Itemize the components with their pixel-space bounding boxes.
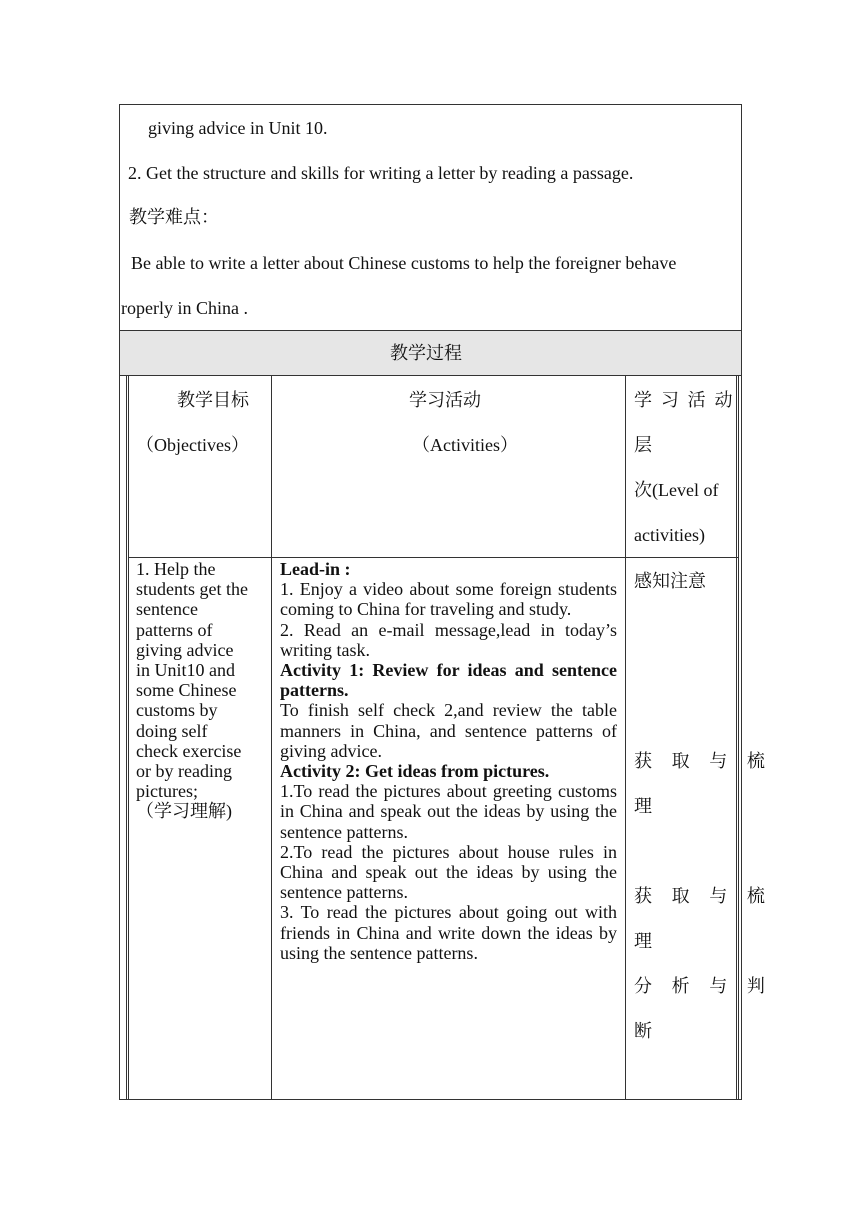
section-bottom-border (119, 375, 742, 376)
difficulty-line-1: Be able to write a letter about Chinese customs to help the foreigner behave (131, 253, 677, 273)
objective-text-line: in Unit10 and (136, 660, 235, 681)
objective-text-line: （学习理解) (136, 801, 232, 822)
objective-line-2: 2. Get the structure and skills for writing a letter by reading a passage. (128, 163, 634, 183)
header-level-line-3: 次(Level of (634, 480, 719, 500)
header-activities-cn: 学习活动 (409, 390, 481, 410)
leadin-item-2: 2. Read an e-mail message,lead in today’s writing task. (280, 619, 617, 660)
objective-text-line: students get the (136, 579, 248, 600)
objective-line-1: giving advice in Unit 10. (148, 118, 328, 138)
inner-left-border (126, 376, 127, 1100)
activity-1-text: To finish self check 2,and review the table manners in China, and sentence patterns of giving advice. (280, 700, 617, 761)
outer-left-border (119, 104, 120, 1100)
column-divider-2 (625, 376, 626, 1100)
activity-1-title: Activity 1: Review for ideas and sentence patterns. (280, 660, 617, 701)
level-acquire-1a: 获 取 与 梳 (634, 751, 773, 771)
objective-cell (136, 559, 268, 822)
objective-text-line: some Chinese (136, 680, 237, 701)
level-acquire-1b: 理 (634, 796, 652, 816)
level-analyze-b: 断 (634, 1021, 652, 1041)
objective-text-line: 1. Help the (136, 559, 216, 579)
level-perception: 感知注意 (634, 571, 706, 591)
section-top-border (119, 330, 742, 331)
header-objectives-en: （Objectives） (136, 435, 249, 455)
activities-cell (280, 559, 617, 963)
header-activities-en: （Activities） (412, 435, 518, 455)
header-level-line-4: activities) (634, 525, 705, 545)
level-acquire-2b: 理 (634, 931, 652, 951)
level-acquire-2a: 获 取 与 梳 (634, 886, 773, 906)
objective-text-line: giving advice (136, 639, 234, 660)
difficulty-line-2: roperly in China . (121, 298, 248, 318)
inner-left-border-2 (128, 376, 129, 1100)
table-bottom-border (119, 1099, 742, 1100)
level-analyze-a: 分 析 与 判 (634, 976, 773, 996)
activity-2-item-3: 3. To read the pictures about going out with friends in China and write down the ideas by using the sentence patterns. (280, 902, 617, 963)
header-level-line-2: 层 (634, 435, 652, 455)
objective-text-line: patterns of (136, 619, 213, 640)
outer-right-border (741, 104, 742, 1100)
header-level-line-1: 学 习 活 动 (634, 390, 735, 410)
activity-2-title: Activity 2: Get ideas from pictures. (280, 761, 550, 782)
column-divider-1 (271, 376, 272, 1100)
objective-text-line: sentence (136, 599, 198, 620)
section-title: 教学过程 (390, 343, 462, 363)
activity-2-item-1: 1.To read the pictures about greeting customs in China and speak out the ideas by using the sentence patterns. (280, 781, 617, 842)
header-objectives-cn: 教学目标 (177, 390, 249, 410)
objective-text-line: customs by (136, 700, 218, 721)
objective-text-line: check exercise (136, 740, 242, 761)
leadin-title: Lead-in : (280, 559, 351, 579)
leadin-item-1: 1. Enjoy a video about some foreign students coming to China for traveling and study. (280, 579, 617, 620)
objective-text-line: doing self (136, 720, 208, 741)
difficulty-heading: 教学难点： (129, 207, 219, 227)
header-row-divider (128, 557, 738, 558)
objective-text-line: pictures; (136, 781, 198, 802)
top-border (119, 104, 742, 105)
activity-2-item-2: 2.To read the pictures about house rules in China and speak out the ideas by using the sentence patterns. (280, 841, 617, 903)
objective-text-line: or by reading (136, 761, 232, 782)
